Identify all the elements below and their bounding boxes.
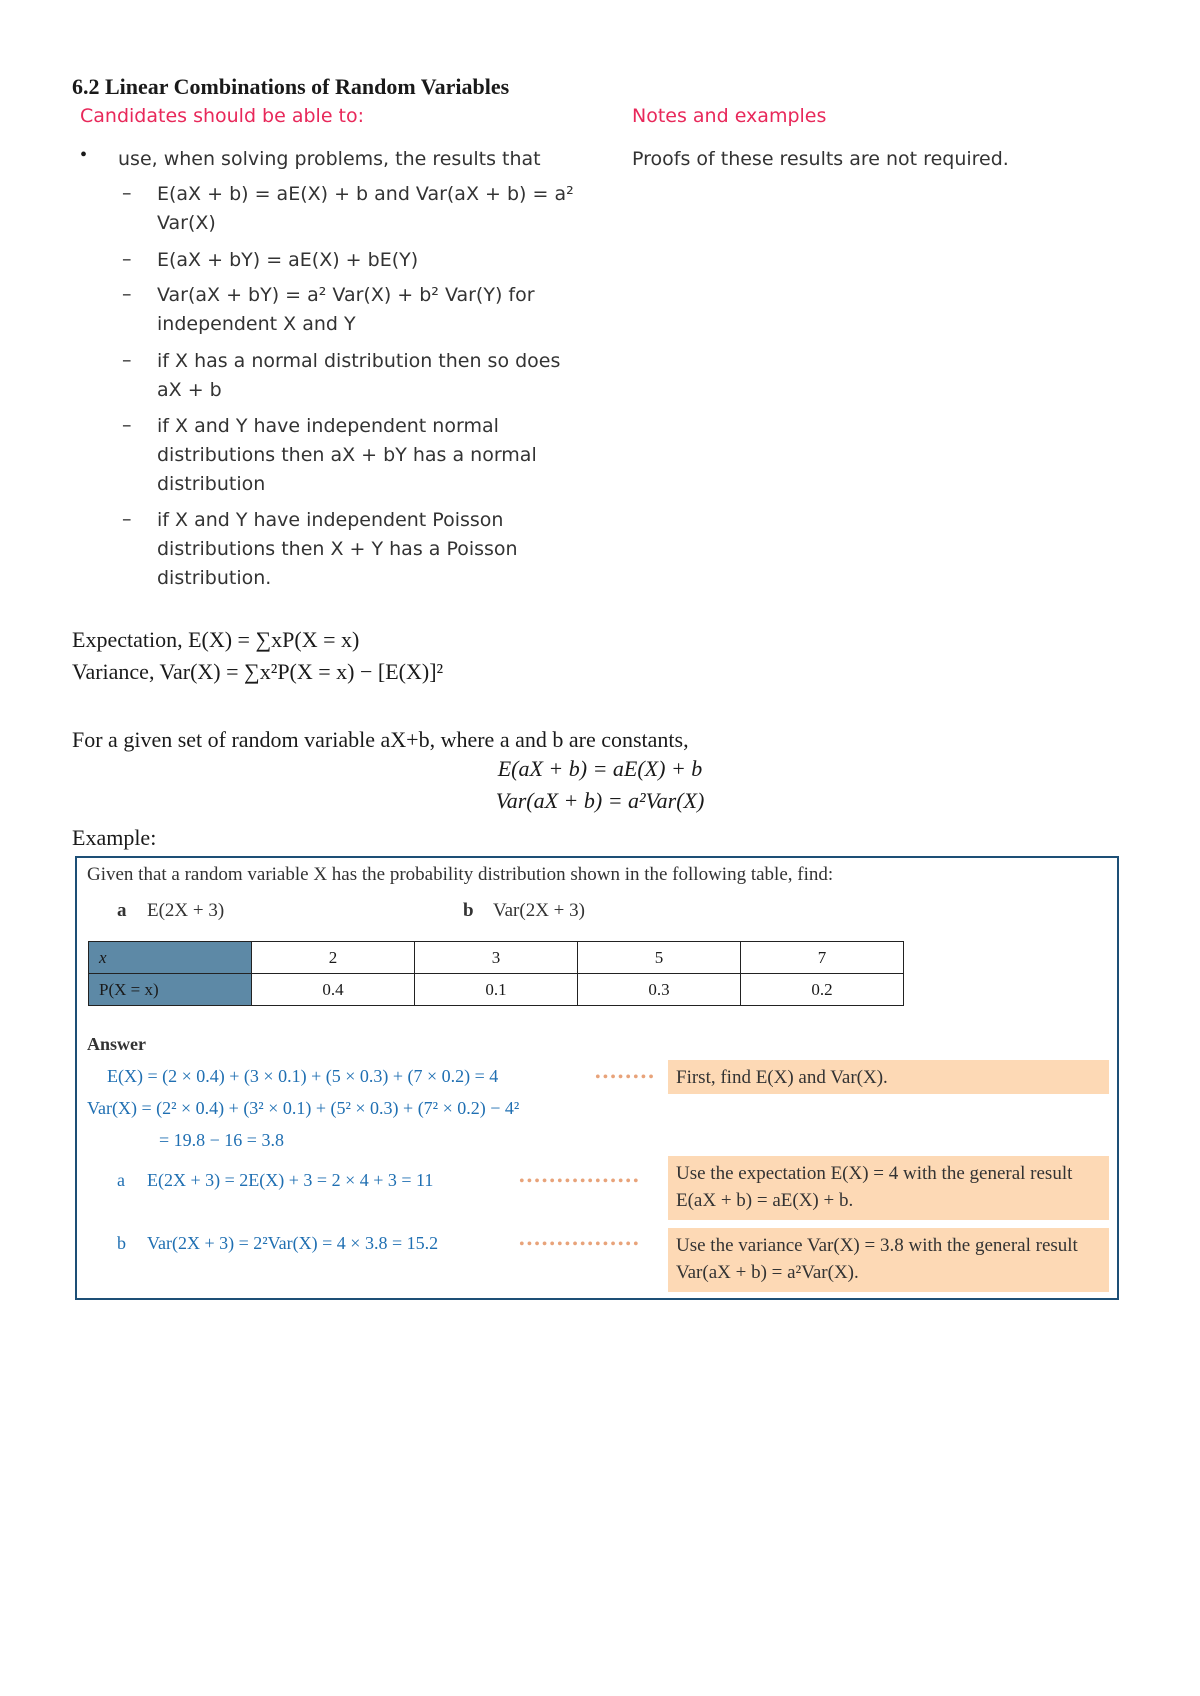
syllabus-item: E(aX + b) = aE(X) + b and Var(aX + b) = a² Var(X): [157, 183, 574, 234]
leader-dots: ••••••••••••••••: [519, 1173, 641, 1190]
answer-label: Answer: [87, 1034, 146, 1054]
table-row-head: P(X = x): [89, 974, 252, 1006]
dash-icon: –: [122, 349, 132, 371]
solution-a-label: a: [117, 1170, 125, 1190]
expectation-formula: E(aX + b) = aE(X) + b: [497, 756, 703, 781]
part-b-question: Var(2X + 3): [493, 900, 585, 921]
dash-icon: –: [122, 182, 132, 204]
intro-text: For a given set of random variable aX+b, where a and b are constants,: [72, 727, 689, 752]
table-row: [89, 974, 904, 1006]
dash-icon: –: [122, 508, 132, 530]
syllabus-item: if X and Y have independent Poisson distributions then X + Y has a Poisson distribution.: [157, 509, 518, 589]
syllabus-right-heading: Notes and examples: [632, 105, 827, 127]
syllabus-item: E(aX + bY) = aE(X) + bE(Y): [157, 249, 419, 271]
table-cell: 0.1: [415, 974, 578, 1006]
note-first-find: First, find E(X) and Var(X).: [668, 1060, 1109, 1094]
expectation-definition: Expectation, E(X) = ∑xP(X = x): [72, 627, 360, 652]
bullet-icon: •: [80, 144, 88, 166]
note-variance: Use the variance Var(X) = 3.8 with the general result Var(aX + b) = a²Var(X).: [668, 1228, 1109, 1292]
dash-icon: –: [122, 283, 132, 305]
part-a-label: a: [117, 900, 127, 921]
note-expectation: Use the expectation E(X) = 4 with the general result E(aX + b) = aE(X) + b.: [668, 1156, 1109, 1220]
syllabus-item: if X and Y have independent normal distributions then aX + bY has a normal distribution: [157, 415, 537, 495]
page-title: 6.2 Linear Combinations of Random Variables: [72, 74, 510, 99]
example-box: [75, 856, 1119, 1300]
leader-dots: ••••••••: [595, 1069, 656, 1086]
expectation-working: E(X) = (2 × 0.4) + (3 × 0.1) + (5 × 0.3) + (7 × 0.2) = 4: [107, 1066, 499, 1086]
leader-dots: ••••••••••••••••: [519, 1236, 641, 1253]
dash-icon: –: [122, 414, 132, 436]
table-row-head: x: [89, 942, 252, 974]
dash-icon: –: [122, 248, 132, 270]
syllabus-item: if X has a normal distribution then so does aX + b: [157, 350, 561, 401]
syllabus-notes-text: Proofs of these results are not required.: [632, 148, 1009, 170]
table-cell: 0.3: [578, 974, 741, 1006]
example-label: Example:: [72, 825, 157, 850]
solution-b: Var(2X + 3) = 2²Var(X) = 4 × 3.8 = 15.2: [147, 1233, 439, 1253]
solution-a: E(2X + 3) = 2E(X) + 3 = 2 × 4 + 3 = 11: [147, 1170, 434, 1190]
variance-definition: Variance, Var(X) = ∑x²P(X = x) − [E(X)]²: [72, 659, 444, 684]
part-b-label: b: [463, 900, 474, 921]
syllabus-item: Var(aX + bY) = a² Var(X) + b² Var(Y) for independent X and Y: [157, 284, 535, 335]
probability-table: [88, 941, 904, 1006]
syllabus-bullet-text: use, when solving problems, the results that: [118, 148, 541, 170]
table-cell: 0.4: [252, 974, 415, 1006]
variance-formula: Var(aX + b) = a²Var(X): [495, 788, 705, 813]
variance-result: = 19.8 − 16 = 3.8: [159, 1130, 284, 1150]
variance-working: Var(X) = (2² × 0.4) + (3² × 0.1) + (5² × 0.3) + (7² × 0.2) − 4²: [87, 1098, 520, 1118]
table-cell: 2: [252, 942, 415, 974]
table-cell: 7: [741, 942, 904, 974]
table-row: [89, 942, 904, 974]
table-cell: 0.2: [741, 974, 904, 1006]
example-prompt: Given that a random variable X has the probability distribution shown in the following table, find:: [87, 864, 834, 885]
syllabus-left-heading: Candidates should be able to:: [80, 105, 365, 127]
table-cell: 5: [578, 942, 741, 974]
solution-b-label: b: [117, 1233, 126, 1253]
table-cell: 3: [415, 942, 578, 974]
part-a-question: E(2X + 3): [147, 900, 225, 921]
